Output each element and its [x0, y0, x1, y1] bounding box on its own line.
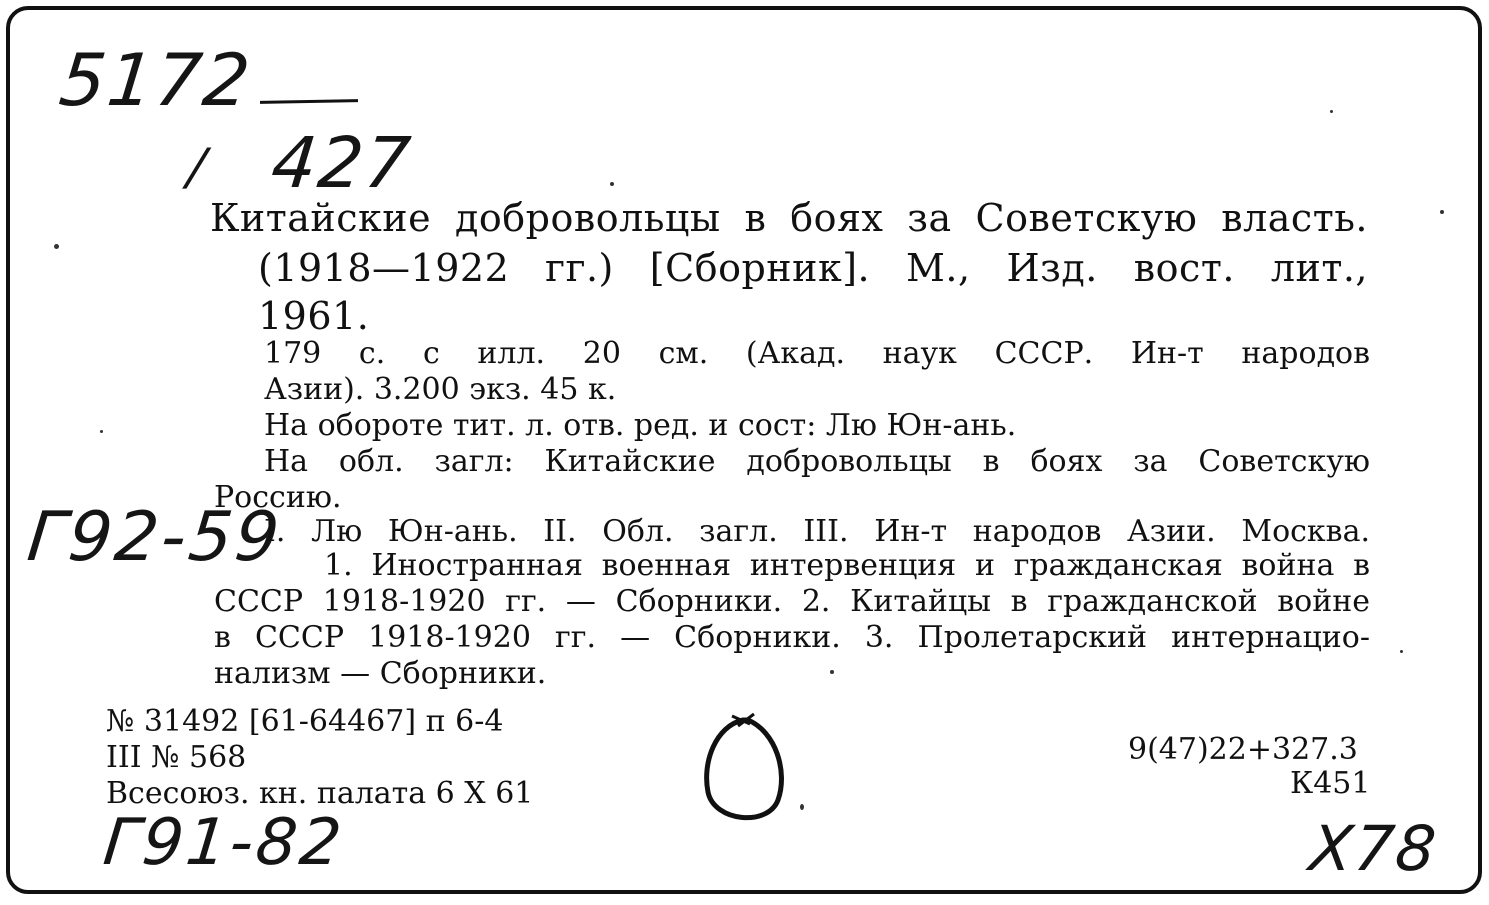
tracing-line-2: 1. Иностранная военная интервенция и гражданская война в: [324, 548, 1370, 583]
card-hole-ring: [698, 712, 788, 832]
scan-speck: [54, 244, 59, 249]
note-cover-title-line-2: Россию.: [214, 480, 342, 515]
catalog-card: [6, 6, 1482, 894]
imprint-line-3: Всесоюз. кн. палата 6 Х 61: [106, 776, 534, 811]
author-mark: К451: [1290, 766, 1371, 801]
handwritten-bottom-right-code: X78: [1306, 812, 1442, 885]
scan-speck: [800, 804, 804, 810]
classification-code: 9(47)22+327.3: [1128, 732, 1358, 767]
tracing-line-5: нализм — Сборники.: [214, 656, 547, 691]
scan-speck: [610, 182, 614, 186]
tracing-line-4: в СССР 1918-1920 гг. — Сборники. 3. Пролетарский интернацио-: [214, 620, 1370, 655]
tracing-line-1: I. Лю Юн-ань. II. Обл. загл. III. Ин-т народов Азии. Москва.: [264, 514, 1370, 549]
physical-description-line-2: Азии). 3.200 экз. 45 к.: [264, 372, 617, 407]
handwritten-bottom-left-code: Г91-82: [100, 806, 348, 880]
tracing-line-3: СССР 1918-1920 гг. — Сборники. 2. Китайцы в гражданской войне: [214, 584, 1370, 619]
handwritten-tick-mark: /: [184, 138, 208, 196]
title-line-1: Китайские добровольцы в боях за Советскую власть.: [210, 196, 1368, 240]
physical-description-line-1: 179 с. с илл. 20 см. (Акад. наук СССР. Ин-т народов: [264, 336, 1370, 371]
imprint-line-1: № 31492 [61-64467] п 6-4: [106, 704, 504, 739]
handwritten-underline: [260, 99, 358, 104]
scan-speck: [1400, 650, 1403, 653]
note-responsibility: На обороте тит. л. отв. ред. и сост: Лю Юн-ань.: [264, 408, 1017, 443]
scan-speck: [1440, 210, 1444, 214]
handwritten-top-number: 5172: [55, 38, 256, 122]
handwritten-second-number: 427: [267, 122, 416, 204]
scan-speck: [830, 670, 834, 674]
handwritten-left-margin-code: Г92-59: [23, 498, 286, 577]
scan-speck: [100, 430, 103, 433]
imprint-line-2: III № 568: [106, 740, 247, 775]
note-cover-title-line-1: На обл. загл: Китайские добровольцы в боях за Советскую: [264, 444, 1370, 479]
title-line-3: 1961.: [258, 294, 370, 338]
title-line-2: (1918—1922 гг.) [Сборник]. М., Изд. вост. лит.,: [258, 246, 1368, 290]
scan-speck: [1330, 110, 1333, 113]
